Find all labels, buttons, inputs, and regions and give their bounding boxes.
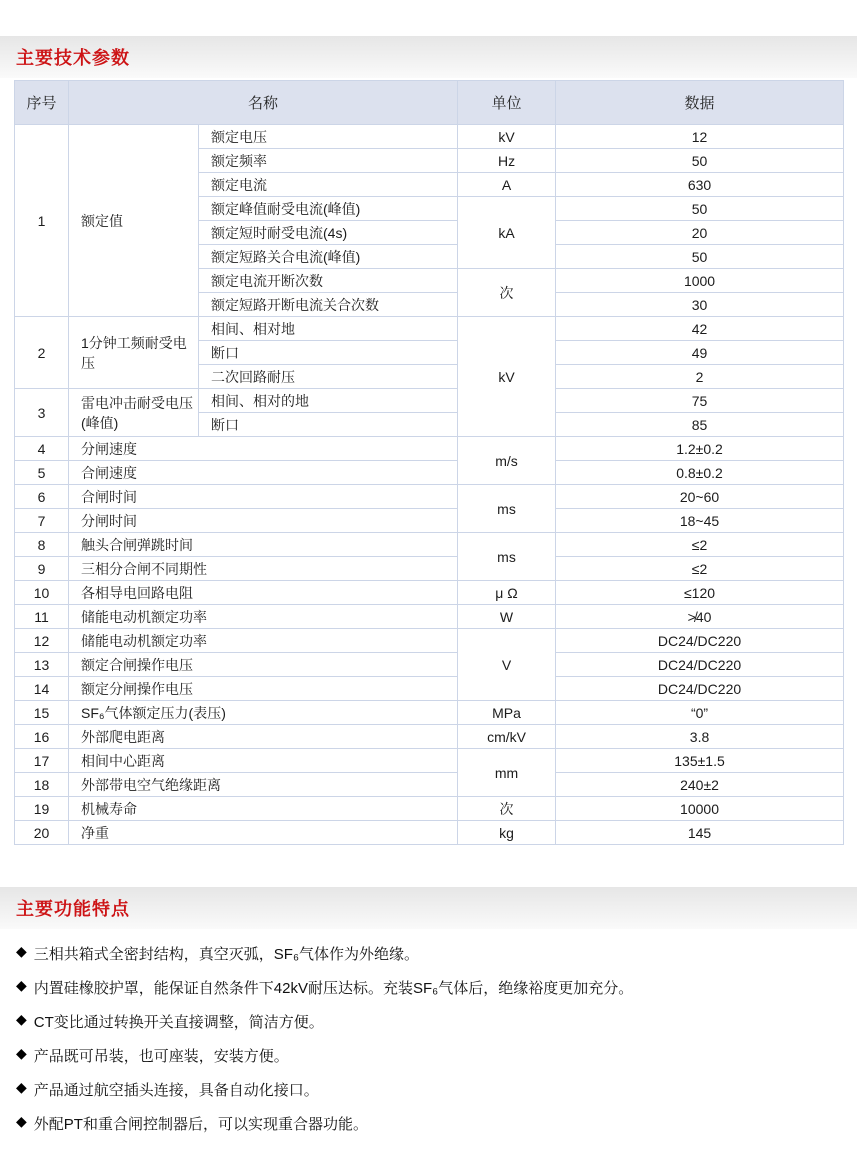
table-row	[15, 821, 844, 845]
row-value-cell: 42	[556, 317, 844, 341]
row-value-cell: 630	[556, 173, 844, 197]
row-no-cell: 15	[15, 701, 69, 725]
top-spacer	[0, 0, 857, 36]
table-row	[15, 125, 844, 149]
features-list	[16, 943, 857, 1134]
row-unit-cell: ms	[458, 485, 556, 533]
row-group-name-cell: 1分钟工频耐受电压	[69, 317, 199, 389]
row-name-cell: 额定电流	[199, 173, 458, 197]
row-name-cell: SF₆气体额定压力(表压)	[69, 701, 458, 725]
tech-parameters-table	[14, 80, 844, 845]
row-no-cell: 19	[15, 797, 69, 821]
row-value-cell: 240±2	[556, 773, 844, 797]
row-unit-cell: A	[458, 173, 556, 197]
features-section-header	[0, 887, 857, 929]
row-no-cell: 14	[15, 677, 69, 701]
row-value-cell: 50	[556, 149, 844, 173]
list-item	[16, 1045, 857, 1066]
diamond-bullet-icon: ◆	[16, 977, 27, 993]
table-row	[15, 677, 844, 701]
features-section-title: 主要功能特点	[16, 899, 130, 919]
feature-text: 外配PT和重合闸控制器后，可以实现重合器功能。	[33, 1116, 368, 1133]
feature-text: 三相共箱式全密封结构，真空灭弧，SF₆气体作为外绝缘。	[33, 946, 420, 963]
table-header-row	[15, 81, 844, 125]
row-value-cell: 135±1.5	[556, 749, 844, 773]
table-row	[15, 797, 844, 821]
table-row	[15, 389, 844, 413]
row-name-cell: 断口	[199, 413, 458, 437]
row-value-cell: 1000	[556, 269, 844, 293]
row-name-cell: 额定合闸操作电压	[69, 653, 458, 677]
row-name-cell: 触头合闸弹跳时间	[69, 533, 458, 557]
row-value-cell: 10000	[556, 797, 844, 821]
row-unit-cell: MPa	[458, 701, 556, 725]
row-name-cell: 二次回路耐压	[199, 365, 458, 389]
row-value-cell: 20	[556, 221, 844, 245]
row-value-cell: 30	[556, 293, 844, 317]
table-row	[15, 653, 844, 677]
table-row	[15, 773, 844, 797]
row-value-cell: 20~60	[556, 485, 844, 509]
row-unit-cell: 次	[458, 797, 556, 821]
row-name-cell: 三相分合闸不同期性	[69, 557, 458, 581]
row-name-cell: 额定短路开断电流关合次数	[199, 293, 458, 317]
diamond-bullet-icon: ◆	[16, 1079, 27, 1095]
row-value-cell: 0.8±0.2	[556, 461, 844, 485]
row-name-cell: 额定电压	[199, 125, 458, 149]
row-no-cell: 11	[15, 605, 69, 629]
row-unit-cell: kV	[458, 317, 556, 437]
table-row	[15, 317, 844, 341]
table-row	[15, 581, 844, 605]
row-no-cell: 1	[15, 125, 69, 317]
row-value-cell: DC24/DC220	[556, 629, 844, 653]
header-unit: 单位	[458, 81, 556, 125]
header-name: 名称	[69, 81, 458, 125]
table-row	[15, 533, 844, 557]
row-no-cell: 5	[15, 461, 69, 485]
row-name-cell: 额定频率	[199, 149, 458, 173]
row-unit-cell: ms	[458, 533, 556, 581]
row-name-cell: 各相导电回路电阻	[69, 581, 458, 605]
row-value-cell: 50	[556, 245, 844, 269]
row-name-cell: 分闸时间	[69, 509, 458, 533]
row-no-cell: 18	[15, 773, 69, 797]
feature-text: CT变比通过转换开关直接调整，简洁方便。	[33, 1014, 324, 1031]
row-value-cell: 145	[556, 821, 844, 845]
row-group-name-cell: 雷电冲击耐受电压(峰值)	[69, 389, 199, 437]
row-no-cell: 13	[15, 653, 69, 677]
row-value-cell: 3.8	[556, 725, 844, 749]
row-name-cell: 相间、相对的地	[199, 389, 458, 413]
table-row	[15, 701, 844, 725]
row-unit-cell: V	[458, 629, 556, 701]
row-no-cell: 6	[15, 485, 69, 509]
row-name-cell: 额定峰值耐受电流(峰值)	[199, 197, 458, 221]
row-no-cell: 9	[15, 557, 69, 581]
table-row	[15, 749, 844, 773]
table-row	[15, 461, 844, 485]
row-value-cell: “0”	[556, 701, 844, 725]
row-no-cell: 12	[15, 629, 69, 653]
row-value-cell: ≯40	[556, 605, 844, 629]
row-unit-cell: W	[458, 605, 556, 629]
row-name-cell: 额定电流开断次数	[199, 269, 458, 293]
row-value-cell: 49	[556, 341, 844, 365]
row-name-cell: 相间中心距离	[69, 749, 458, 773]
row-unit-cell: m/s	[458, 437, 556, 485]
row-unit-cell: kA	[458, 197, 556, 269]
table-row	[15, 605, 844, 629]
row-name-cell: 外部带电空气绝缘距离	[69, 773, 458, 797]
row-unit-cell: kV	[458, 125, 556, 149]
row-no-cell: 3	[15, 389, 69, 437]
table-row	[15, 485, 844, 509]
tech-section-title: 主要技术参数	[16, 48, 130, 68]
row-value-cell: 18~45	[556, 509, 844, 533]
row-value-cell: DC24/DC220	[556, 653, 844, 677]
table-row	[15, 557, 844, 581]
row-name-cell: 额定短路关合电流(峰值)	[199, 245, 458, 269]
row-no-cell: 16	[15, 725, 69, 749]
row-unit-cell: μ Ω	[458, 581, 556, 605]
row-value-cell: 85	[556, 413, 844, 437]
row-no-cell: 20	[15, 821, 69, 845]
row-name-cell: 机械寿命	[69, 797, 458, 821]
row-value-cell: ≤2	[556, 557, 844, 581]
table-row	[15, 725, 844, 749]
row-no-cell: 10	[15, 581, 69, 605]
row-unit-cell: cm/kV	[458, 725, 556, 749]
table-row	[15, 509, 844, 533]
row-name-cell: 断口	[199, 341, 458, 365]
row-name-cell: 储能电动机额定功率	[69, 605, 458, 629]
row-name-cell: 净重	[69, 821, 458, 845]
row-value-cell: 50	[556, 197, 844, 221]
row-name-cell: 外部爬电距离	[69, 725, 458, 749]
diamond-bullet-icon: ◆	[16, 1011, 27, 1027]
row-name-cell: 相间、相对地	[199, 317, 458, 341]
row-value-cell: ≤2	[556, 533, 844, 557]
row-value-cell: 1.2±0.2	[556, 437, 844, 461]
table-row	[15, 629, 844, 653]
row-unit-cell: Hz	[458, 149, 556, 173]
row-unit-cell: 次	[458, 269, 556, 317]
row-value-cell: 2	[556, 365, 844, 389]
row-unit-cell: kg	[458, 821, 556, 845]
row-name-cell: 储能电动机额定功率	[69, 629, 458, 653]
list-item	[16, 977, 857, 998]
row-no-cell: 2	[15, 317, 69, 389]
row-no-cell: 4	[15, 437, 69, 461]
diamond-bullet-icon: ◆	[16, 1113, 27, 1129]
row-name-cell: 额定短时耐受电流(4s)	[199, 221, 458, 245]
header-no: 序号	[15, 81, 69, 125]
feature-text: 产品通过航空插头连接，具备自动化接口。	[33, 1082, 319, 1099]
header-data: 数据	[556, 81, 844, 125]
diamond-bullet-icon: ◆	[16, 943, 27, 959]
row-name-cell: 合闸速度	[69, 461, 458, 485]
row-no-cell: 7	[15, 509, 69, 533]
row-value-cell: 12	[556, 125, 844, 149]
row-unit-cell: mm	[458, 749, 556, 797]
row-group-name-cell: 额定值	[69, 125, 199, 317]
feature-text: 内置硅橡胶护罩，能保证自然条件下42kV耐压达标。充装SF₆气体后，绝缘裕度更加充分。	[33, 980, 634, 997]
row-value-cell: DC24/DC220	[556, 677, 844, 701]
list-item	[16, 943, 857, 964]
row-value-cell: 75	[556, 389, 844, 413]
feature-text: 产品既可吊装，也可座装，安装方便。	[33, 1048, 289, 1065]
row-name-cell: 合闸时间	[69, 485, 458, 509]
row-name-cell: 分闸速度	[69, 437, 458, 461]
row-name-cell: 额定分闸操作电压	[69, 677, 458, 701]
list-item	[16, 1011, 857, 1032]
list-item	[16, 1079, 857, 1100]
row-no-cell: 17	[15, 749, 69, 773]
tech-section-header	[0, 36, 857, 78]
list-item	[16, 1113, 857, 1134]
row-value-cell: ≤120	[556, 581, 844, 605]
diamond-bullet-icon: ◆	[16, 1045, 27, 1061]
table-row	[15, 437, 844, 461]
row-no-cell: 8	[15, 533, 69, 557]
